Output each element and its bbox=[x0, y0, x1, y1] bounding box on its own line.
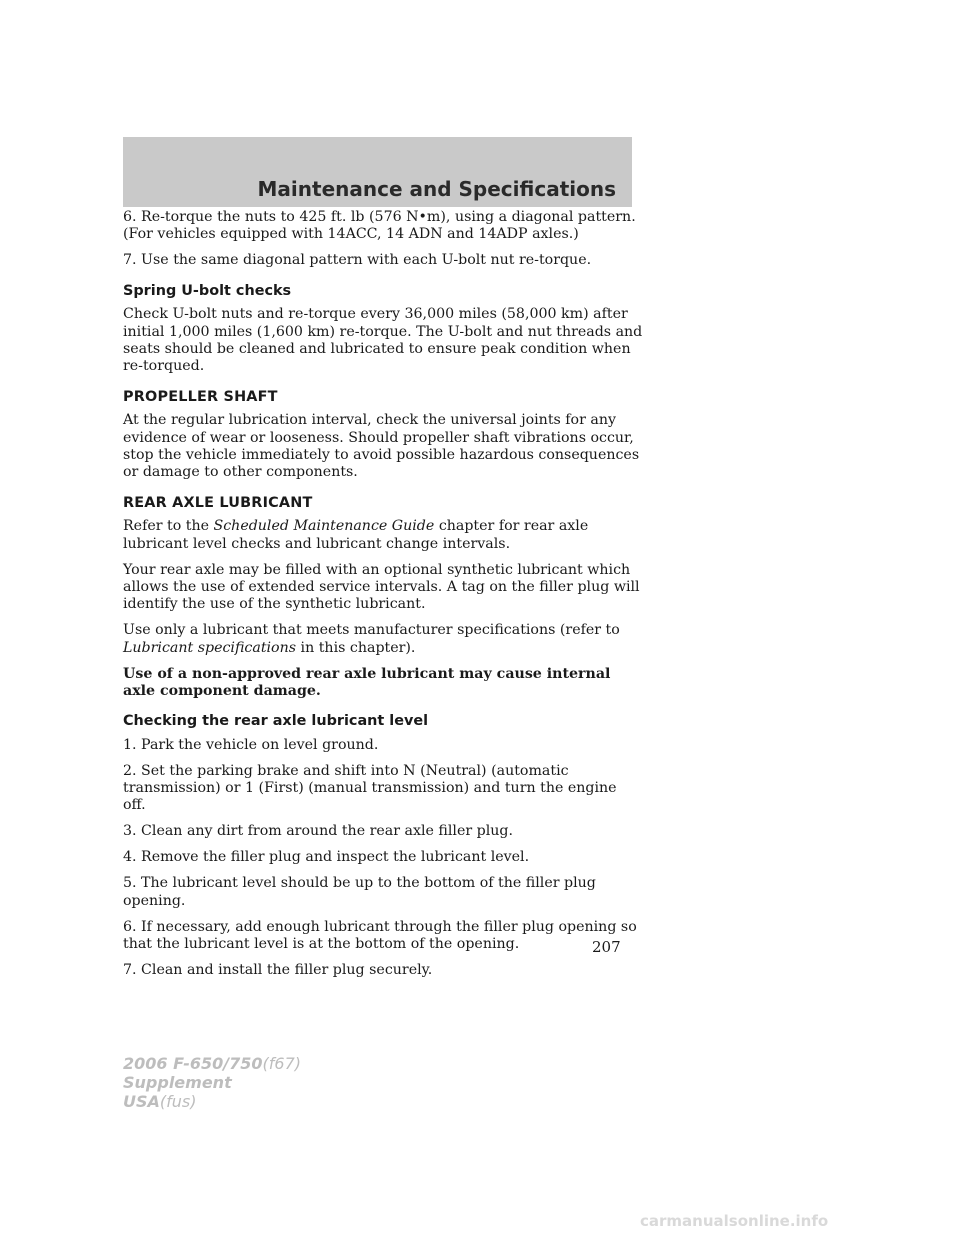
section-heading-propeller-shaft: PROPELLER SHAFT bbox=[123, 388, 278, 405]
caution-text: Use of a non-approved rear axle lubricant may cause internal axle component damage. bbox=[123, 665, 611, 699]
body-paragraph: At the regular lubrication interval, check the universal joints for any evidence of wear or looseness. Should propeller shaft vibrations occur, stop the vehicle immediately to avoid possible hazardous consequences or damage to other components. bbox=[123, 412, 640, 481]
body-paragraph: Your rear axle may be filled with an optional synthetic lubricant which allows the use of extended service intervals. A tag on the filler plug will identify the use of the synthetic lubricant. bbox=[123, 561, 640, 613]
subheading-checking-lubricant-level: Checking the rear axle lubricant level bbox=[123, 713, 429, 730]
footer-model: 2006 F-650/750 bbox=[123, 1054, 263, 1073]
footer-market-code: (fus) bbox=[159, 1092, 197, 1111]
body-paragraph bbox=[123, 518, 643, 553]
footer-line-model bbox=[123, 1054, 301, 1073]
body-text: Use only a lubricant that meets manufacturer specifications (refer to bbox=[123, 622, 620, 639]
step-paragraph: 4. Remove the filler plug and inspect the lubricant level. bbox=[123, 849, 530, 866]
footer-model-code: (f67) bbox=[262, 1054, 301, 1073]
document-footer bbox=[123, 1054, 301, 1111]
page-content bbox=[123, 209, 643, 988]
section-heading-rear-axle-lubricant: REAR AXLE LUBRICANT bbox=[123, 494, 313, 511]
footer-market: USA bbox=[123, 1092, 160, 1111]
subheading-spring-u-bolt-checks: Spring U-bolt checks bbox=[123, 282, 292, 299]
step-paragraph: 7. Use the same diagonal pattern with each U-bolt nut re-torque. bbox=[123, 252, 592, 269]
footer-line-supplement: Supplement bbox=[123, 1073, 232, 1092]
step-paragraph: 7. Clean and install the filler plug securely. bbox=[123, 961, 433, 978]
step-paragraph: 1. Park the vehicle on level ground. bbox=[123, 736, 379, 753]
body-text: in this chapter). bbox=[300, 639, 416, 656]
section-reference: Lubricant specifications bbox=[123, 639, 297, 656]
body-paragraph: Check U-bolt nuts and re-torque every 36,000 miles (58,000 km) after initial 1,000 miles (1,600 km) re-torque. The U-bolt and nut threads and seats should be cleaned and lubricated to ensure peak condition when re-torqued. bbox=[123, 306, 643, 375]
chapter-title: Maintenance and Specifications bbox=[257, 177, 616, 201]
step-paragraph: 5. The lubricant level should be up to the bottom of the filler plug opening. bbox=[123, 875, 596, 909]
page-number: 207 bbox=[592, 938, 621, 956]
chapter-reference: Scheduled Maintenance Guide bbox=[213, 518, 435, 535]
watermark: carmanualsonline.info bbox=[640, 1212, 829, 1230]
step-paragraph: 2. Set the parking brake and shift into N (Neutral) (automatic transmission) or 1 (First) (manual transmission) and turn the engine off. bbox=[123, 762, 617, 814]
body-text: Refer to the bbox=[123, 518, 214, 535]
body-text: chapter for rear axle lubricant level checks and lubricant change intervals. bbox=[123, 518, 589, 552]
body-paragraph bbox=[123, 622, 643, 657]
step-paragraph: 6. If necessary, add enough lubricant through the filler plug opening so that the lubricant level is at the bottom of the opening. bbox=[123, 918, 637, 952]
step-paragraph: 3. Clean any dirt from around the rear axle filler plug. bbox=[123, 823, 514, 840]
footer-line-market bbox=[123, 1092, 301, 1111]
step-paragraph: 6. Re-torque the nuts to 425 ft. lb (576 N•m), using a diagonal pattern. (For vehicles equipped with 14ACC, 14 ADN and 14ADP axles.) bbox=[123, 209, 636, 243]
chapter-header-band bbox=[123, 137, 632, 207]
